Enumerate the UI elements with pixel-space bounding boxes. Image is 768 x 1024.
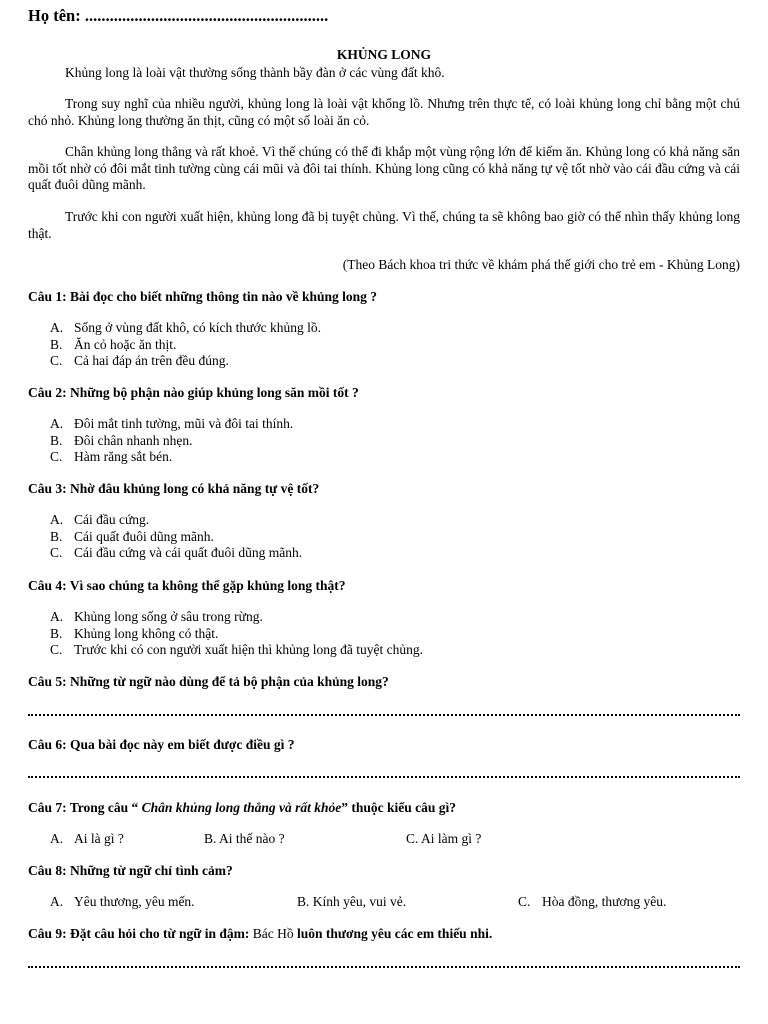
option-a[interactable]: A. Yêu thương, yêu mến. (50, 894, 195, 909)
passage-paragraph: Trước khi con người xuất hiện, khủng long đã bị tuyệt chủng. Vì thế, chúng ta sẽ không bao giờ có thể nhìn thấy khủng long thật. (28, 209, 740, 241)
question-7-options (50, 831, 740, 848)
passage-paragraph: Trong suy nghĩ của nhiều người, khủng long là loài vật khổng lồ. Nhưng trên thực tế, có loài khủng long chỉ bằng một chú chó nhỏ. Khủng long thường ăn thịt, cũng có một số loài ăn cỏ. (28, 96, 740, 128)
question-9: Câu 9: Đặt câu hỏi cho từ ngữ in đậm: Bác Hồ luôn thương yêu các em thiếu nhi. (28, 926, 493, 941)
passage-paragraph: Chân khủng long thẳng và rất khoẻ. Vì thế chúng có thể đi khắp một vùng rộng lớn để kiếm ăn. Khủng long có khả năng săn mồi tốt nhờ có đôi mắt tinh tường cùng cái mũi và đôi tai thính. Khủng long cũng có khả năng tự vệ tốt nhờ vào cái đầu cứng và cái quất đuôi dũng mãnh. (28, 144, 740, 192)
option-b[interactable]: B. Ai thế nào ? (204, 831, 285, 846)
option-b[interactable]: B. Cái quất đuôi dũng mãnh. (50, 528, 214, 544)
option-a[interactable]: A. Cái đầu cứng. (50, 512, 150, 527)
question-4-options (50, 609, 423, 659)
question-2: Câu 2: Những bộ phận nào giúp khủng long săn mồi tốt ? (28, 385, 359, 400)
question-8: Câu 8: Những từ ngữ chỉ tình cảm? (28, 863, 233, 878)
question-1-options (50, 320, 321, 370)
answer-line[interactable] (28, 712, 740, 716)
option-c[interactable]: C. Hàm răng sắt bén. (50, 449, 173, 464)
question-1: Câu 1: Bài đọc cho biết những thông tin nào về khủng long ? (28, 289, 378, 304)
option-b[interactable]: B. Kính yêu, vui vẻ. (297, 894, 407, 909)
question-4: Câu 4: Vì sao chúng ta không thể gặp khủng long thật? (28, 578, 346, 593)
option-a[interactable]: A. Đôi mắt tinh tường, mũi và đôi tai thính. (50, 416, 294, 431)
passage-title: KHỦNG LONG (336, 47, 432, 62)
question-6: Câu 6: Qua bài đọc này em biết được điều gì ? (28, 737, 295, 752)
answer-line[interactable] (28, 964, 740, 968)
question-7: Câu 7: Trong câu “ Chân khủng long thẳng và rất khỏe” thuộc kiểu câu gì? (28, 800, 456, 815)
option-c[interactable]: C. Ai làm gì ? (406, 831, 482, 846)
option-a[interactable]: A. Sống ở vùng đất khô, có kích thước khủng lồ. (50, 320, 321, 335)
option-c[interactable]: C. Cái đầu cứng và cái quất đuôi dũng mãnh. (50, 545, 303, 560)
option-a[interactable]: A. Ai là gì ? (50, 831, 124, 846)
option-c[interactable]: C. Cả hai đáp án trên đều đúng. (50, 353, 229, 368)
passage-source: (Theo Bách khoa tri thức về khám phá thế giới cho trẻ em - Khủng Long) (342, 257, 740, 272)
option-b[interactable]: B. Khủng long không có thật. (50, 625, 219, 641)
option-a[interactable]: A. Khủng long sống ở sâu trong rừng. (50, 609, 263, 624)
question-8-options (50, 894, 740, 911)
option-b[interactable]: B. Đôi chân nhanh nhẹn. (50, 432, 193, 448)
question-3-options (50, 512, 302, 562)
option-c[interactable]: C. Hòa đồng, thương yêu. (518, 894, 667, 909)
worksheet-page (28, 0, 740, 1024)
student-name-line: Họ tên: ........................................................... (28, 6, 329, 25)
option-c[interactable]: C. Trước khi có con người xuất hiện thì khủng long đã tuyệt chủng. (50, 642, 423, 657)
passage-paragraph: Khủng long là loài vật thường sống thành bầy đàn ở các vùng đất khô. (65, 65, 445, 80)
question-3: Câu 3: Nhờ đâu khủng long có khả năng tự vệ tốt? (28, 481, 320, 496)
question-5: Câu 5: Những từ ngữ nào dùng để tả bộ phận của khủng long? (28, 674, 389, 689)
answer-line[interactable] (28, 774, 740, 778)
question-2-options (50, 416, 293, 466)
option-b[interactable]: B. Ăn cỏ hoặc ăn thịt. (50, 336, 177, 352)
